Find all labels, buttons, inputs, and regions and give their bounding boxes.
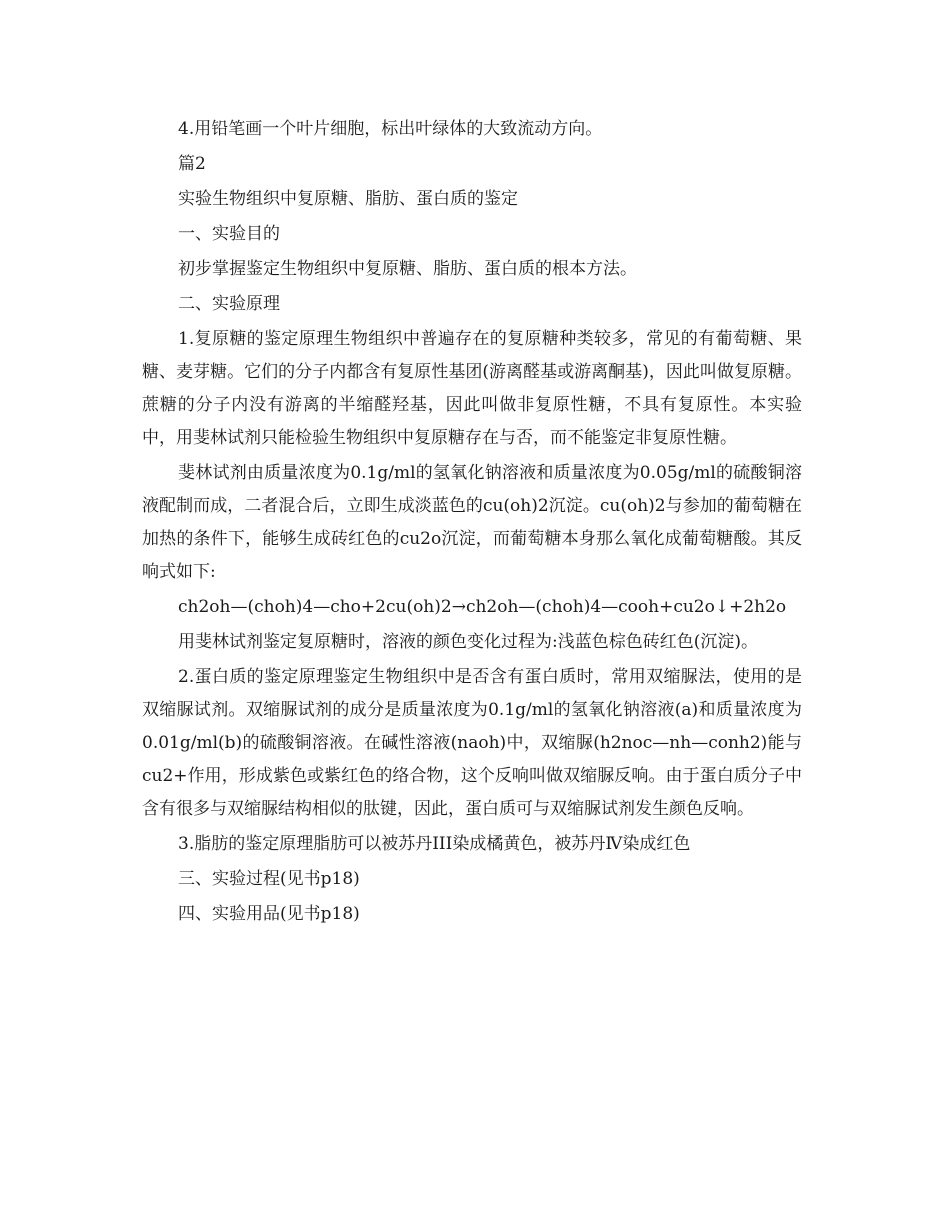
heading-purpose: 一、实验目的 — [178, 224, 280, 244]
paragraph-color-change: 用斐林试剂鉴定复原糖时，溶液的颜色变化过程为:浅蓝色棕色砖红色(沉淀)。 — [178, 632, 758, 652]
experiment-title: 实验生物组织中复原糖、脂肪、蛋白质的鉴定 — [178, 189, 518, 209]
paragraph-protein-principle: 2.蛋白质的鉴定原理鉴定生物组织中是否含有蛋白质时，常用双缩脲法，使用的是双缩脲试剂。双缩脲试剂的成分是质量浓度为0.1g/ml的氢氧化钠溶液(a)和质量浓度为0.01g/ml(b)的硫酸铜溶液。在碱性溶液(naoh)中，双缩脲(h2noc—nh—conh2)能与cu2+作用，形成紫色或紫红色的络合物，这个反响叫做双缩脲反响。由于蛋白质分子中含有很多与双缩脲结构相似的肽键，因此，蛋白质可与双缩脲试剂发生颜色反响。 — [142, 667, 802, 819]
section-label-pian-2: 篇2 — [178, 154, 206, 174]
heading-principle: 二、实验原理 — [178, 294, 280, 314]
heading-procedure: 三、实验过程(见书p18) — [178, 869, 360, 889]
paragraph-fat-principle: 3.脂肪的鉴定原理脂肪可以被苏丹III染成橘黄色，被苏丹Ⅳ染成红色 — [178, 834, 691, 854]
paragraph-reducing-sugar-principle: 1.复原糖的鉴定原理生物组织中普遍存在的复原糖种类较多，常见的有葡萄糖、果糖、麦芽糖。它们的分子内都含有复原性基团(游离醛基或游离酮基)，因此叫做复原糖。蔗糖的分子内没有游离的半缩醛羟基，因此叫做非复原性糖，不具有复原性。本实验中，用斐林试剂只能检验生物组织中复原糖存在与否，而不能鉴定非复原性糖。 — [142, 329, 802, 448]
reaction-equation: ch2oh—(choh)4—cho+2cu(oh)2→ch2oh—(choh)4—cooh+cu2o↓+2h2o — [178, 597, 787, 617]
paragraph-step-4: 4.用铅笔画一个叶片细胞，标出叶绿体的大致流动方向。 — [178, 119, 603, 139]
paragraph-fehling-reagent: 斐林试剂由质量浓度为0.1g/ml的氢氧化钠溶液和质量浓度为0.05g/ml的硫酸铜溶液配制而成，二者混合后，立即生成淡蓝色的cu(oh)2沉淀。cu(oh)2与参加的葡萄糖在加热的条件下，能够生成砖红色的cu2o沉淀，而葡萄糖本身那么氧化成葡萄糖酸。其反响式如下: — [142, 463, 802, 582]
document-body — [142, 113, 802, 933]
paragraph-purpose: 初步掌握鉴定生物组织中复原糖、脂肪、蛋白质的根本方法。 — [178, 259, 637, 279]
heading-materials: 四、实验用品(见书p18) — [178, 904, 360, 924]
